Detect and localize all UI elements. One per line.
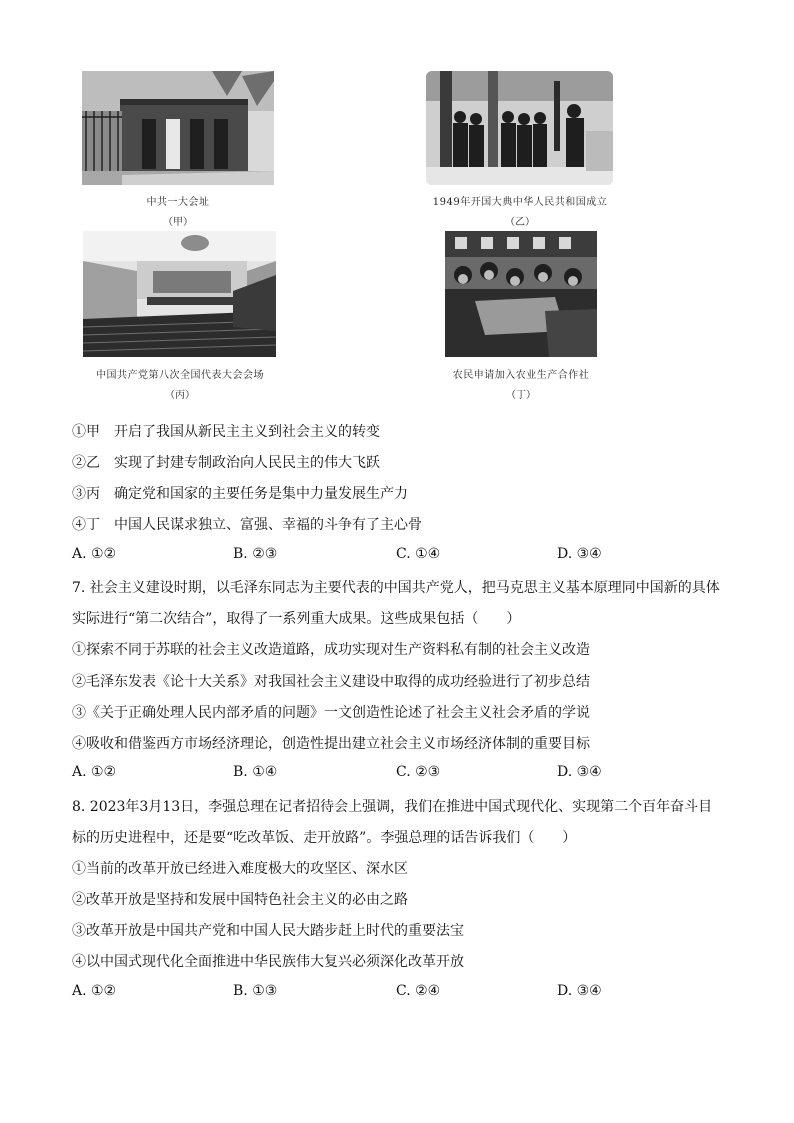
q7-statement-3: ③《关于正确处理人民内部矛盾的问题》一文创造性论述了社会主义社会矛盾的学说 — [72, 705, 590, 721]
q8-statement-2: ②改革开放是坚持和发展中国特色社会主义的必由之路 — [72, 892, 408, 908]
q8-option-a: A. ①② — [72, 983, 117, 999]
figure-caption-ding: 农民申请加入农业生产合作社 — [452, 370, 590, 381]
q6-statement-1: ①甲 开启了我国从新民主主义到社会主义的转变 — [72, 424, 380, 440]
q8-option-d: D. ③④ — [557, 983, 602, 999]
q8-statement-3: ③改革开放是中国共产党和中国人民大踏步赶上时代的重要法宝 — [72, 923, 464, 939]
q6-option-a: A. ①② — [72, 546, 117, 562]
q8-option-b: B. ①③ — [233, 983, 278, 999]
figure-tag-jia: （甲） — [163, 217, 193, 228]
q7-option-c: C. ②③ — [396, 764, 441, 780]
q8-option-c: C. ②④ — [396, 983, 441, 999]
q8-stem-line-2: 标的历史进程中，还是要“吃改革饭、走开放路”。李强总理的话告诉我们（ ） — [72, 830, 577, 846]
q7-statement-1: ①探索不同于苏联的社会主义改造道路，成功实现对生产资料私有制的社会主义改造 — [72, 642, 590, 658]
q6-option-b: B. ②③ — [233, 546, 278, 562]
q7-option-b: B. ①④ — [233, 764, 278, 780]
q6-statement-4: ④丁 中国人民谋求独立、富强、幸福的斗争有了主心骨 — [72, 517, 422, 533]
q8-stem-line-1: 8. 2023年3月13日，李强总理在记者招待会上强调，我们在推进中国式现代化、实现第二个百年奋斗目 — [72, 799, 713, 815]
q6-statement-3: ③丙 确定党和国家的主要任务是集中力量发展生产力 — [72, 486, 408, 502]
figure-tag-yi: （乙） — [505, 217, 535, 228]
ceremony-photo — [426, 71, 613, 185]
figure-tag-ding: （丁） — [506, 390, 536, 401]
q6-option-d: D. ③④ — [557, 546, 602, 562]
q7-option-a: A. ①② — [72, 764, 117, 780]
congress-hall-photo — [83, 231, 276, 357]
figure-tag-bing: （丙） — [165, 390, 195, 401]
q7-statement-4: ④吸收和借鉴西方市场经济理论，创造性提出建立社会主义市场经济体制的重要目标 — [72, 736, 590, 752]
q7-option-d: D. ③④ — [557, 764, 602, 780]
q6-option-c: C. ①④ — [396, 546, 441, 562]
figure-caption-jia: 中共一大会址 — [146, 197, 210, 208]
building-photo — [82, 71, 274, 185]
q7-stem-line-2: 实际进行“第二次结合”，取得了一系列重大成果。这些成果包括（ ） — [72, 611, 521, 627]
q6-statement-2: ②乙 实现了封建专制政治向人民民主的伟大飞跃 — [72, 455, 380, 471]
figure-caption-yi: 1949年开国大典中华人民共和国成立 — [432, 197, 608, 208]
q7-statement-2: ②毛泽东发表《论十大关系》对我国社会主义建设中取得的成功经验进行了初步总结 — [72, 674, 590, 690]
q8-statement-1: ①当前的改革开放已经进入难度极大的攻坚区、深水区 — [72, 861, 408, 877]
figure-caption-bing: 中国共产党第八次全国代表大会会场 — [96, 370, 264, 381]
farmers-photo — [445, 231, 597, 357]
q7-stem-line-1: 7. 社会主义建设时期，以毛泽东同志为主要代表的中国共产党人，把马克思主义基本原理同中国新的具体 — [72, 580, 720, 596]
q8-statement-4: ④以中国式现代化全面推进中华民族伟大复兴必须深化改革开放 — [72, 954, 464, 970]
